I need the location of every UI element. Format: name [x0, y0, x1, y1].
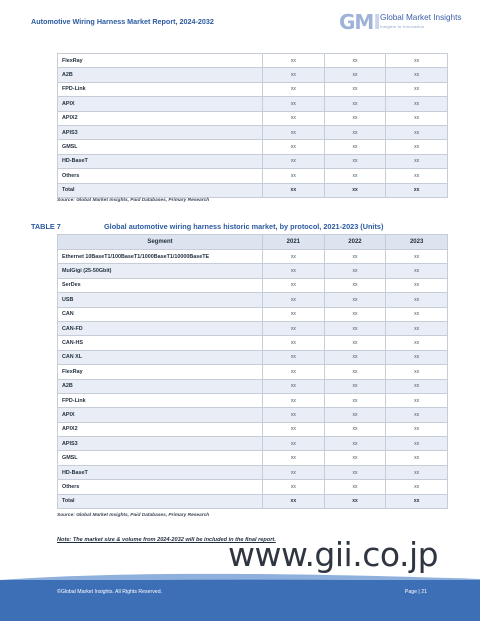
value-cell: xx — [386, 307, 448, 321]
value-cell: xx — [263, 437, 325, 451]
value-cell: xx — [386, 494, 448, 508]
value-cell: xx — [263, 154, 325, 168]
value-cell: xx — [386, 97, 448, 111]
segment-cell: HD-BaseT — [58, 465, 263, 479]
table-row — [58, 321, 448, 335]
segment-cell: FPD-Link — [58, 82, 263, 96]
segment-cell: FPD-Link — [58, 393, 263, 407]
market-size-note: Note: The market size & volume from 2024-2032 will be included in the final report. — [57, 537, 276, 543]
logo-mark: GMI — [339, 10, 380, 34]
report-title: Automotive Wiring Harness Market Report, 2024-2032 — [31, 17, 214, 26]
logo-name: Global Market Insights — [380, 13, 462, 22]
segment-cell: CAN — [58, 307, 263, 321]
table-row — [58, 169, 448, 183]
value-cell: xx — [386, 321, 448, 335]
value-cell: xx — [263, 465, 325, 479]
value-cell: xx — [263, 140, 325, 154]
table-row — [58, 437, 448, 451]
segment-cell: Total — [58, 494, 263, 508]
table-row — [58, 307, 448, 321]
value-cell: xx — [324, 278, 386, 292]
value-cell: xx — [386, 250, 448, 264]
value-cell: xx — [263, 82, 325, 96]
value-cell: xx — [324, 494, 386, 508]
segment-cell: CAN-FD — [58, 321, 263, 335]
table-label: TABLE 7 — [31, 222, 61, 231]
segment-cell: Others — [58, 169, 263, 183]
value-cell: xx — [386, 365, 448, 379]
value-cell: xx — [324, 451, 386, 465]
value-cell: xx — [386, 54, 448, 68]
value-cell: xx — [263, 264, 325, 278]
copyright: ©Global Market Insights. All Rights Reserved. — [57, 589, 163, 595]
value-cell: xx — [263, 68, 325, 82]
value-cell: xx — [324, 111, 386, 125]
value-cell: xx — [263, 321, 325, 335]
value-cell: xx — [263, 393, 325, 407]
segment-cell: HD-BaseT — [58, 154, 263, 168]
value-cell: xx — [386, 169, 448, 183]
value-cell: xx — [324, 408, 386, 422]
segment-cell: A2B — [58, 379, 263, 393]
table-row — [58, 278, 448, 292]
segment-cell: A2B — [58, 68, 263, 82]
value-cell: xx — [263, 111, 325, 125]
value-cell: xx — [263, 350, 325, 364]
value-cell: xx — [324, 54, 386, 68]
value-cell: xx — [386, 68, 448, 82]
value-cell: xx — [386, 183, 448, 197]
value-cell: xx — [263, 125, 325, 139]
table-row — [58, 393, 448, 407]
table-row — [58, 293, 448, 307]
value-cell: xx — [386, 422, 448, 436]
segment-cell: USB — [58, 293, 263, 307]
segment-cell: GMSL — [58, 140, 263, 154]
header-2023: 2023 — [386, 235, 448, 250]
segment-cell: Ethernet 10BaseT1/100BaseT1/1000BaseT1/10000BaseTE — [58, 250, 263, 264]
segment-cell: Others — [58, 480, 263, 494]
value-cell: xx — [324, 82, 386, 96]
value-cell: xx — [324, 97, 386, 111]
table-row — [58, 97, 448, 111]
segment-cell: APIS3 — [58, 437, 263, 451]
value-cell: xx — [324, 183, 386, 197]
value-cell: xx — [263, 250, 325, 264]
table-row — [58, 264, 448, 278]
header-2021: 2021 — [263, 235, 325, 250]
table-row — [58, 365, 448, 379]
table-row — [58, 68, 448, 82]
value-cell: xx — [324, 293, 386, 307]
page-number: Page | 21 — [404, 589, 427, 595]
value-cell: xx — [324, 321, 386, 335]
value-cell: xx — [324, 480, 386, 494]
value-cell: xx — [263, 480, 325, 494]
value-cell: xx — [386, 379, 448, 393]
value-cell: xx — [324, 365, 386, 379]
table-row — [58, 408, 448, 422]
value-cell: xx — [324, 465, 386, 479]
table-row — [58, 125, 448, 139]
value-cell: xx — [324, 68, 386, 82]
value-cell: xx — [263, 379, 325, 393]
value-cell: xx — [386, 437, 448, 451]
segment-cell: GMSL — [58, 451, 263, 465]
gmi-logo — [339, 10, 462, 36]
value-cell: xx — [263, 97, 325, 111]
value-cell: xx — [263, 169, 325, 183]
segment-cell: CAN XL — [58, 350, 263, 364]
segment-cell: MulGigi (25-50Gbit) — [58, 264, 263, 278]
value-cell: xx — [263, 307, 325, 321]
table-row — [58, 140, 448, 154]
value-cell: xx — [263, 422, 325, 436]
value-cell: xx — [386, 82, 448, 96]
segment-cell: APIX2 — [58, 422, 263, 436]
value-cell: xx — [324, 264, 386, 278]
value-cell: xx — [386, 154, 448, 168]
value-cell: xx — [386, 465, 448, 479]
table-row — [58, 183, 448, 197]
table-header-row — [58, 235, 448, 250]
value-cell: xx — [324, 140, 386, 154]
value-cell: xx — [263, 451, 325, 465]
logo-tagline: Insights to Innovation — [380, 24, 425, 29]
value-cell: xx — [324, 437, 386, 451]
table-row — [58, 465, 448, 479]
value-cell: xx — [386, 293, 448, 307]
table-row — [58, 422, 448, 436]
table-row — [58, 494, 448, 508]
value-cell: xx — [386, 451, 448, 465]
table-row — [58, 111, 448, 125]
table-title: Global automotive wiring harness historic market, by protocol, 2021-2023 (Units) — [104, 222, 384, 231]
table-row — [58, 451, 448, 465]
value-cell: xx — [324, 422, 386, 436]
value-cell: xx — [324, 169, 386, 183]
value-cell: xx — [386, 350, 448, 364]
page-header — [0, 0, 480, 42]
table-row — [58, 54, 448, 68]
segment-cell: SerDes — [58, 278, 263, 292]
table-row — [58, 480, 448, 494]
value-cell: xx — [386, 264, 448, 278]
header-2022: 2022 — [324, 235, 386, 250]
value-cell: xx — [386, 111, 448, 125]
table-row — [58, 336, 448, 350]
value-cell: xx — [263, 183, 325, 197]
table-row — [58, 350, 448, 364]
value-cell: xx — [324, 350, 386, 364]
value-cell: xx — [324, 154, 386, 168]
protocol-historic-table — [57, 234, 448, 509]
value-cell: xx — [263, 365, 325, 379]
value-cell: xx — [386, 278, 448, 292]
segment-cell: APIX — [58, 408, 263, 422]
value-cell: xx — [324, 336, 386, 350]
value-cell: xx — [263, 408, 325, 422]
value-cell: xx — [324, 250, 386, 264]
value-cell: xx — [263, 278, 325, 292]
table-row — [58, 82, 448, 96]
value-cell: xx — [263, 293, 325, 307]
segment-cell: APIS3 — [58, 125, 263, 139]
value-cell: xx — [386, 336, 448, 350]
value-cell: xx — [263, 54, 325, 68]
value-cell: xx — [324, 307, 386, 321]
segment-cell: APIX2 — [58, 111, 263, 125]
value-cell: xx — [386, 140, 448, 154]
segment-cell: CAN-HS — [58, 336, 263, 350]
table-source-note: Source: Global Market Insights, Paid Databases, Primary Research — [57, 198, 210, 203]
table-source-note: Source: Global Market Insights, Paid Databases, Primary Research — [57, 513, 210, 518]
protocol-table-continued — [57, 53, 448, 198]
page-footer — [0, 580, 480, 621]
segment-cell: Total — [58, 183, 263, 197]
watermark: www.gii.co.jp — [228, 535, 439, 574]
table-row — [58, 379, 448, 393]
value-cell: xx — [386, 125, 448, 139]
value-cell: xx — [324, 379, 386, 393]
table-row — [58, 250, 448, 264]
segment-cell: APIX — [58, 97, 263, 111]
value-cell: xx — [386, 408, 448, 422]
header-segment: Segment — [58, 235, 263, 250]
value-cell: xx — [324, 393, 386, 407]
segment-cell: FlexRay — [58, 54, 263, 68]
value-cell: xx — [324, 125, 386, 139]
value-cell: xx — [263, 494, 325, 508]
segment-cell: FlexRay — [58, 365, 263, 379]
value-cell: xx — [263, 336, 325, 350]
value-cell: xx — [386, 393, 448, 407]
table-row — [58, 154, 448, 168]
value-cell: xx — [386, 480, 448, 494]
